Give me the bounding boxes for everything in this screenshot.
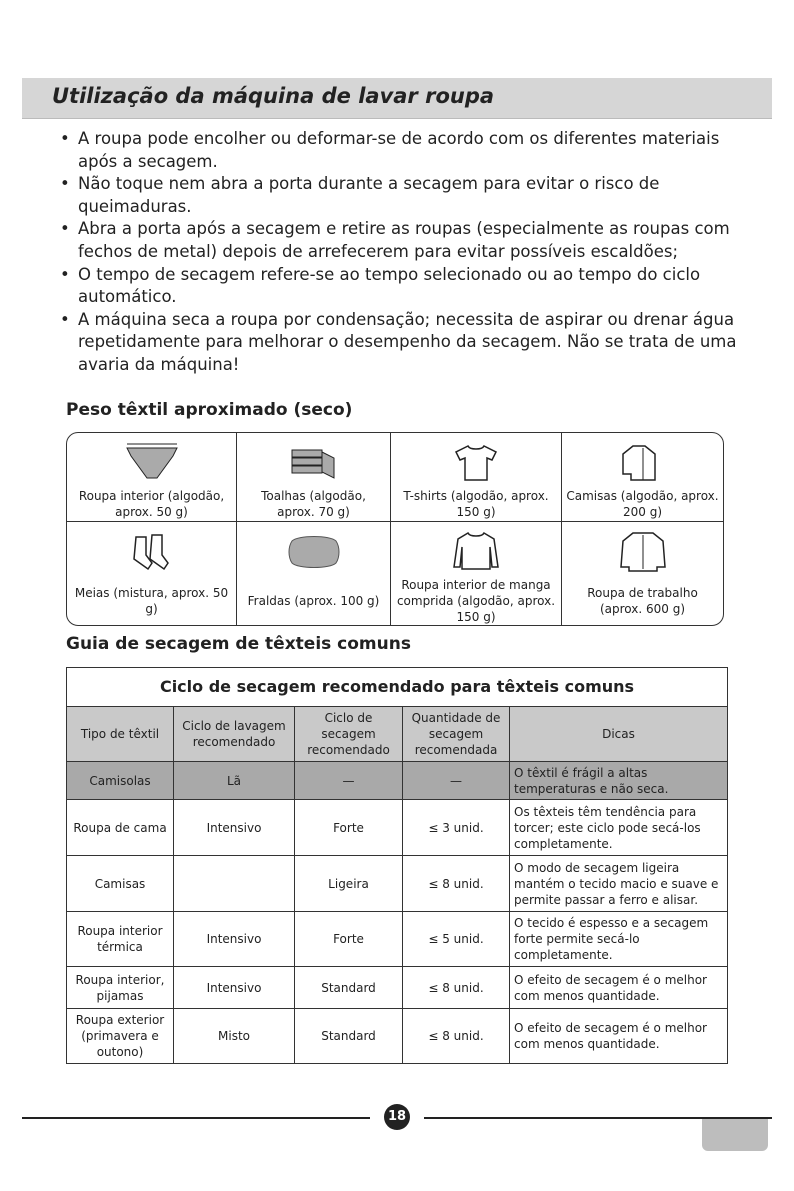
shirt-icon	[613, 437, 673, 487]
table-cell: Lã	[174, 762, 295, 800]
long-sleeve-icon	[446, 526, 506, 576]
table-cell: O efeito de secagem é o melhor com menos quantidade.	[510, 1009, 728, 1064]
textile-weight-label: T-shirts (algodão, aprox. 150 g)	[403, 489, 549, 519]
table-cell: Intensivo	[174, 800, 295, 856]
table-title: Ciclo de secagem recomendado para têxteis comuns	[67, 668, 728, 707]
table-cell: O tecido é espesso e a secagem forte permite secá-lo completamente.	[510, 912, 728, 967]
section-title: Utilização da máquina de lavar roupa	[52, 84, 495, 108]
drying-notes	[60, 128, 740, 377]
table-cell: —	[403, 762, 510, 800]
note-item: • A máquina seca a roupa por condensação; necessita de aspirar ou drenar água repetidamente para melhorar o desempenho da secagem. Não se trata de uma avaria da máquina!	[60, 309, 740, 377]
column-header: Tipo de têxtil	[67, 707, 174, 762]
textile-weight-cell	[391, 433, 562, 522]
note-item: • O tempo de secagem refere-se ao tempo selecionado ou ao tempo do ciclo automático.	[60, 264, 740, 309]
table-cell	[174, 856, 295, 912]
column-header: Quantidade de secagem recomendada	[403, 707, 510, 762]
table-cell: Ligeira	[295, 856, 403, 912]
table-cell: ≤ 5 unid.	[403, 912, 510, 967]
table-row	[67, 762, 728, 800]
table-row	[67, 856, 728, 912]
column-header: Dicas	[510, 707, 728, 762]
textile-weight-label: Roupa interior (algodão, aprox. 50 g)	[78, 489, 225, 519]
textile-weight-label: Roupa de trabalho (aprox. 600 g)	[587, 585, 698, 616]
diaper-icon	[284, 526, 344, 576]
table-cell: ≤ 8 unid.	[403, 967, 510, 1009]
table-cell: ≤ 8 unid.	[403, 1009, 510, 1064]
textile-weight-cell	[562, 522, 723, 625]
textile-weight-cell	[67, 522, 237, 625]
table-cell: O modo de secagem ligeira mantém o tecido macio e suave e permite passar a ferro e alisar.	[510, 856, 728, 912]
table-cell: Standard	[295, 1009, 403, 1064]
table-cell: Intensivo	[174, 967, 295, 1009]
textile-weight-cell	[237, 522, 391, 625]
socks-icon	[122, 526, 182, 576]
table-cell: Roupa exterior (primavera e outono)	[67, 1009, 174, 1064]
workwear-icon	[613, 526, 673, 576]
textile-weight-label: Fraldas (aprox. 100 g)	[247, 593, 380, 608]
note-item: • Abra a porta após a secagem e retire as roupas (especialmente as roupas com fechos de metal) depois de arrefecerem para evitar possíveis escaldões;	[60, 218, 740, 263]
weights-heading: Peso têxtil aproximado (seco)	[66, 400, 353, 420]
table-cell: Misto	[174, 1009, 295, 1064]
table-cell: Camisolas	[67, 762, 174, 800]
underwear-icon	[122, 437, 182, 487]
column-header: Ciclo de secagem recomendado	[295, 707, 403, 762]
table-cell: —	[295, 762, 403, 800]
table-cell: Os têxteis têm tendência para torcer; este ciclo pode secá-los completamente.	[510, 800, 728, 856]
table-cell: O têxtil é frágil a altas temperaturas e não seca.	[510, 762, 728, 800]
table-cell: Forte	[295, 912, 403, 967]
table-cell: ≤ 8 unid.	[403, 856, 510, 912]
page-tab	[702, 1119, 768, 1151]
table-cell: O efeito de secagem é o melhor com menos quantidade.	[510, 967, 728, 1009]
note-item: • Não toque nem abra a porta durante a secagem para evitar o risco de queimaduras.	[60, 173, 740, 218]
table-cell: Roupa de cama	[67, 800, 174, 856]
column-header: Ciclo de lavagem recomendado	[174, 707, 295, 762]
textile-weight-cell	[391, 522, 562, 625]
table-cell: Roupa interior, pijamas	[67, 967, 174, 1009]
guide-heading: Guia de secagem de têxteis comuns	[66, 634, 411, 654]
table-row	[67, 1009, 728, 1064]
textile-weight-label: Camisas (algodão, aprox. 200 g)	[566, 489, 719, 519]
note-item: • A roupa pode encolher ou deformar-se de acordo com os diferentes materiais após a secagem.	[60, 128, 740, 173]
textile-weight-cell	[237, 433, 391, 522]
textile-weight-label: Toalhas (algodão, aprox. 70 g)	[261, 489, 366, 519]
table-row	[67, 967, 728, 1009]
table-row	[67, 912, 728, 967]
table-cell: Roupa interior térmica	[67, 912, 174, 967]
textile-weight-cell	[562, 433, 723, 522]
table-row	[67, 800, 728, 856]
towels-icon	[284, 437, 344, 487]
textile-weight-grid	[66, 432, 724, 626]
page-number: 18	[384, 1104, 410, 1130]
table-cell: Standard	[295, 967, 403, 1009]
table-cell: ≤ 3 unid.	[403, 800, 510, 856]
textile-weight-label: Roupa interior de manga comprida (algodão, aprox. 150 g)	[396, 577, 556, 624]
table-header-row	[67, 707, 728, 762]
drying-guide-table	[66, 667, 728, 1064]
textile-weight-cell	[67, 433, 237, 522]
table-cell: Camisas	[67, 856, 174, 912]
tshirt-icon	[446, 437, 506, 487]
textile-weight-label: Meias (mistura, aprox. 50 g)	[74, 585, 229, 616]
table-cell: Forte	[295, 800, 403, 856]
section-header	[22, 78, 772, 119]
footer-rule	[22, 1117, 370, 1119]
table-cell: Intensivo	[174, 912, 295, 967]
